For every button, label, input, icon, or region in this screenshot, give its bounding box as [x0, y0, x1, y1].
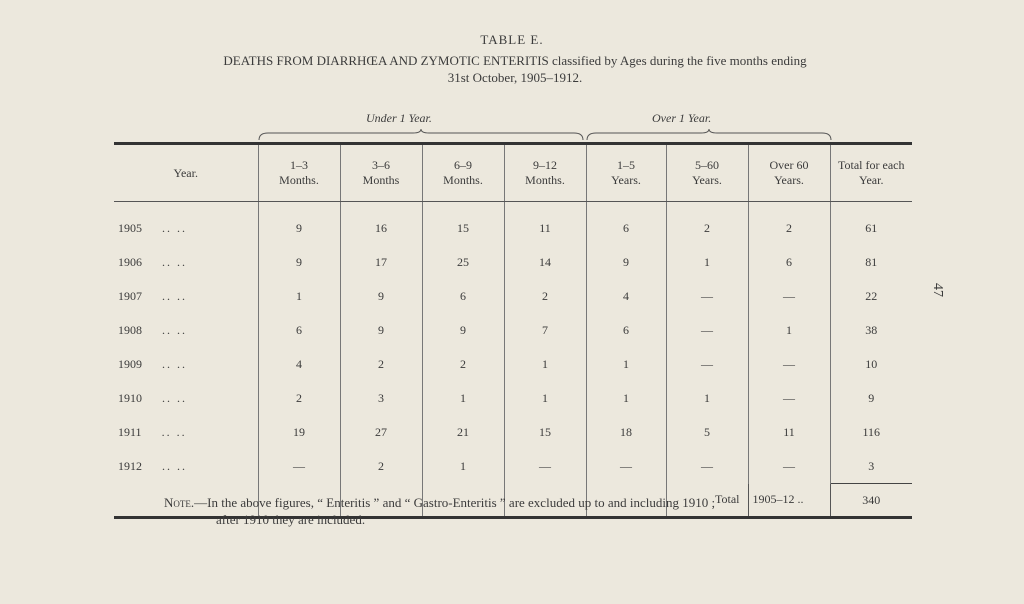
header-1-3-months: 1–3 Months.: [258, 144, 340, 202]
total-label: Total: [666, 484, 748, 518]
year-value: 1907: [118, 288, 142, 303]
leader-dots: .. ..: [162, 288, 187, 303]
brace-under-1-year: [258, 128, 584, 142]
table-cell: 9: [422, 313, 504, 347]
table-cell: 11: [748, 415, 830, 449]
year-value: 1905: [118, 220, 142, 235]
table-cell: 16: [340, 202, 422, 246]
year-cell: [114, 245, 258, 279]
total-range: 1905–12 ..: [748, 484, 830, 518]
table-cell: 3: [340, 381, 422, 415]
table-cell: 6: [586, 313, 666, 347]
table-cell: 2: [258, 381, 340, 415]
year-cell: [114, 449, 258, 484]
leader-dots: .. ..: [161, 424, 187, 439]
leader-dots: .. ..: [162, 322, 187, 337]
table-cell: 19: [258, 415, 340, 449]
table-cell: 14: [504, 245, 586, 279]
table-cell: 6: [258, 313, 340, 347]
table-cell: 2: [340, 449, 422, 484]
table-row: [114, 415, 912, 449]
leader-dots: .. ..: [162, 458, 187, 473]
table-cell: 1: [504, 381, 586, 415]
year-value: 1911: [118, 424, 142, 439]
table-cell: —: [666, 313, 748, 347]
table-cell: 9: [258, 245, 340, 279]
table-title: TABLE E.: [480, 32, 544, 47]
year-value: 1906: [118, 254, 142, 269]
table-cell: —: [586, 449, 666, 484]
subtitle-line-2: 31st October, 1905–1912.: [447, 70, 583, 85]
year-cell: [114, 347, 258, 381]
table-cell: 1: [422, 381, 504, 415]
table-cell: 1: [258, 279, 340, 313]
header-row: [114, 144, 912, 202]
table-cell: 6: [422, 279, 504, 313]
year-cell: [114, 381, 258, 415]
note-line-1: —In the above figures, “ Enteritis ” and “ Gastro-Enteritis ” are excluded up to and including 1910 ;: [194, 495, 716, 510]
brace-over-1-year: [586, 128, 832, 142]
total-value: 340: [830, 484, 912, 518]
table-cell: —: [748, 381, 830, 415]
group-label-over-1-year: Over 1 Year.: [652, 111, 712, 125]
table-cell: 21: [422, 415, 504, 449]
header-5-60-years: 5–60 Years.: [666, 144, 748, 202]
table-row: [114, 449, 912, 484]
table-cell: 11: [504, 202, 586, 246]
table-cell: 6: [748, 245, 830, 279]
table-cell: —: [666, 279, 748, 313]
table-cell: 3: [830, 449, 912, 484]
table-cell: 1: [666, 245, 748, 279]
year-value: 1908: [118, 322, 142, 337]
leader-dots: .. ..: [162, 220, 187, 235]
table-cell: 1: [504, 347, 586, 381]
table-cell: 25: [422, 245, 504, 279]
table-cell: 1: [666, 381, 748, 415]
table-cell: 15: [422, 202, 504, 246]
table-row: [114, 245, 912, 279]
table-cell: —: [258, 449, 340, 484]
table-cell: —: [748, 279, 830, 313]
table-cell: —: [504, 449, 586, 484]
leader-dots: .. ..: [162, 356, 187, 371]
year-cell: [114, 202, 258, 246]
table-cell: 9: [586, 245, 666, 279]
year-value: 1910: [118, 390, 142, 405]
table-cell: 1: [586, 347, 666, 381]
table-cell: 22: [830, 279, 912, 313]
leader-dots: .. ..: [162, 254, 187, 269]
deaths-table: [114, 142, 912, 519]
table-cell: —: [666, 347, 748, 381]
year-value: 1909: [118, 356, 142, 371]
group-label-under-1-year: Under 1 Year.: [366, 111, 432, 125]
table-cell: —: [748, 347, 830, 381]
header-over-60-years: Over 60 Years.: [748, 144, 830, 202]
note-line-2: after 1910 they are included.: [216, 512, 366, 527]
table-cell: 10: [830, 347, 912, 381]
table-cell: 61: [830, 202, 912, 246]
table-cell: 27: [340, 415, 422, 449]
header-year: Year.: [114, 144, 258, 202]
table-cell: 4: [258, 347, 340, 381]
table-row: [114, 347, 912, 381]
table-cell: 2: [422, 347, 504, 381]
table-row: [114, 279, 912, 313]
leader-dots: .. ..: [162, 390, 187, 405]
table-cell: 2: [666, 202, 748, 246]
page-number: 47: [930, 283, 945, 297]
table-cell: —: [666, 449, 748, 484]
table-row: [114, 202, 912, 246]
header-1-5-years: 1–5 Years.: [586, 144, 666, 202]
year-cell: [114, 313, 258, 347]
note-label: Note.: [164, 495, 195, 510]
table-cell: 7: [504, 313, 586, 347]
table-cell: 9: [830, 381, 912, 415]
table-cell: 1: [586, 381, 666, 415]
year-cell: [114, 279, 258, 313]
header-total-each-year: Total for each Year.: [830, 144, 912, 202]
table-cell: 2: [748, 202, 830, 246]
table-cell: —: [748, 449, 830, 484]
year-cell: [114, 415, 258, 449]
year-value: 1912: [118, 458, 142, 473]
header-6-9-months: 6–9 Months.: [422, 144, 504, 202]
header-3-6-months: 3–6 Months: [340, 144, 422, 202]
table-cell: 15: [504, 415, 586, 449]
table-cell: 9: [340, 279, 422, 313]
table-cell: 17: [340, 245, 422, 279]
footnote: [164, 494, 924, 528]
table-cell: 9: [258, 202, 340, 246]
table-subtitle: [100, 52, 930, 86]
table-cell: 18: [586, 415, 666, 449]
table-cell: 4: [586, 279, 666, 313]
table-cell: 6: [586, 202, 666, 246]
header-9-12-months: 9–12 Months.: [504, 144, 586, 202]
subtitle-line-1: DEATHS FROM DIARRHŒA AND ZYMOTIC ENTERITIS classified by Ages during the five months ending: [223, 53, 807, 68]
table-cell: 5: [666, 415, 748, 449]
table-cell: 2: [504, 279, 586, 313]
table-cell: 38: [830, 313, 912, 347]
table-row: [114, 381, 912, 415]
table-cell: 1: [422, 449, 504, 484]
table-cell: 9: [340, 313, 422, 347]
table-cell: 116: [830, 415, 912, 449]
table-cell: 2: [340, 347, 422, 381]
table-cell: 81: [830, 245, 912, 279]
table-cell: 1: [748, 313, 830, 347]
table-row: [114, 313, 912, 347]
